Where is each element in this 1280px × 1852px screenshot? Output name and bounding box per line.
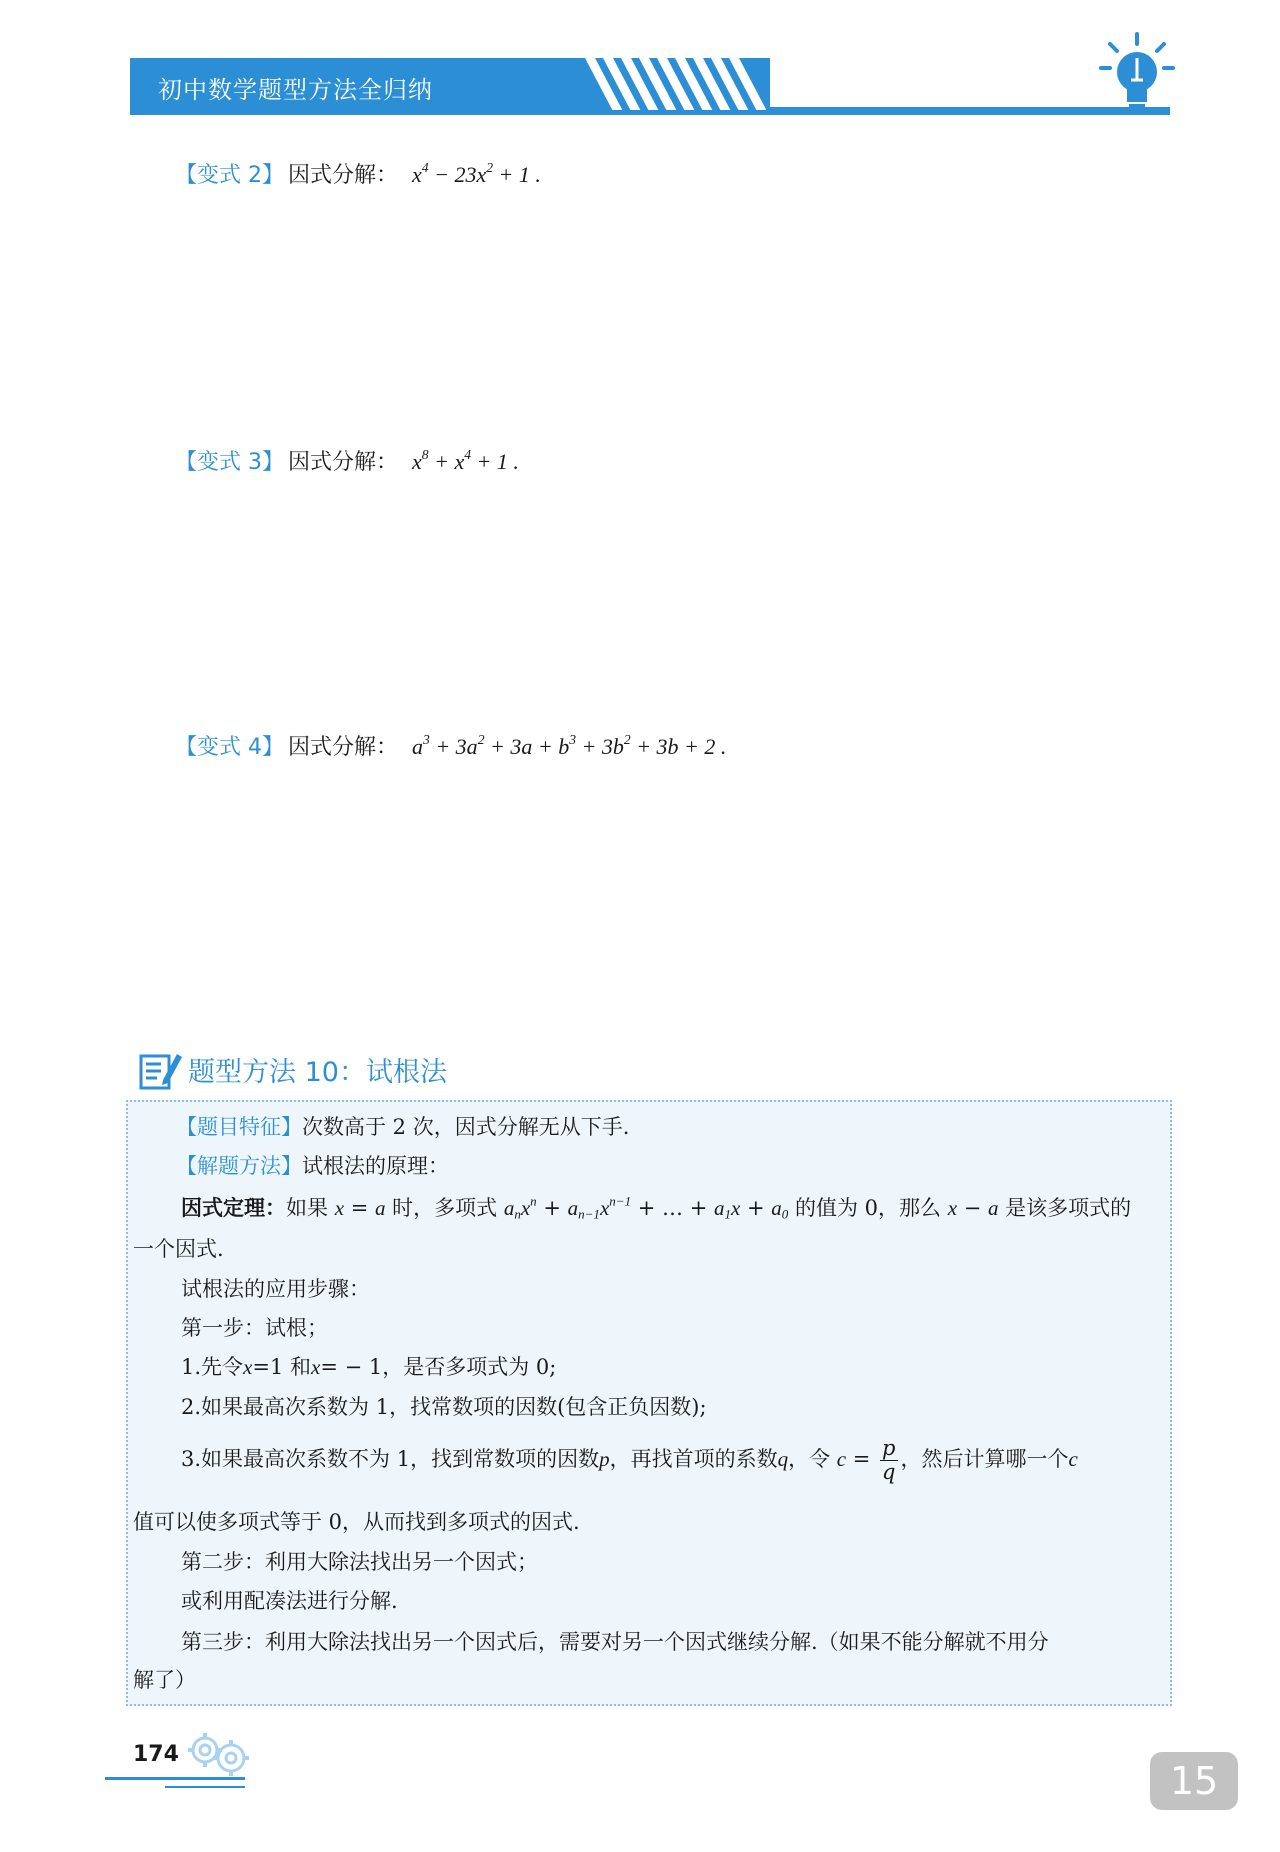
theorem-pre: 如果 (286, 1196, 335, 1220)
method-line (176, 1154, 449, 1179)
question-expression: $x^8 + x^4 + 1$ . (412, 446, 519, 474)
header-title: 初中数学题型方法全归纳 (158, 76, 433, 104)
notepad-pencil-icon (139, 1050, 183, 1090)
page-number: 174 (133, 1742, 179, 1767)
theorem-line (181, 1195, 1131, 1221)
step-1: 第一步：试根； (181, 1316, 328, 1340)
gears-decoration-icon (185, 1728, 251, 1778)
step-2: 第二步：利用大除法找出另一个因式； (181, 1550, 538, 1574)
lightbulb-icon (1098, 30, 1176, 118)
section-heading: 题型方法 10：试根法 (188, 1057, 447, 1088)
question-expression: $a^3 + 3a^2 + 3a + b^3 + 3b^2 + 3b + 2$ . (412, 731, 727, 759)
theorem-factor: x − a (947, 1196, 999, 1220)
step-1-item-1: 1.先令x=1 和x= − 1，是否多项式为 0; (181, 1355, 557, 1379)
step-3-continuation: 解了） (133, 1668, 196, 1692)
step-2-alternative: 或利用配凑法进行分解. (181, 1589, 398, 1613)
theorem-continuation: 一个因式. (133, 1237, 224, 1261)
theorem-mid: 时，多项式 (385, 1196, 504, 1220)
header-rule (130, 110, 1170, 115)
step-1-item-2: 2.如果最高次系数为 1，找常数项的因数(包含正负因数); (181, 1395, 707, 1419)
footer-rule (105, 1777, 245, 1780)
variant-question-4 (175, 730, 726, 761)
theorem-end: 是该多项式的 (998, 1196, 1132, 1220)
feature-tag: 【题目特征】 (176, 1115, 302, 1139)
feature-text: 次数高于 2 次，因式分解无从下手. (302, 1115, 630, 1139)
question-expression: $x^4 - 23x^2 + 1$ . (412, 159, 541, 187)
footer-rule-short (165, 1786, 245, 1788)
theorem-condition: x = a (334, 1196, 386, 1220)
variant-tag: 【变式 4】 (175, 735, 284, 760)
variant-question-3 (175, 445, 519, 476)
question-label: 因式分解： (288, 735, 399, 760)
question-label: 因式分解： (288, 450, 399, 475)
step-1-item-3-continuation: 值可以使多项式等于 0，从而找到多项式的因式. (133, 1510, 580, 1534)
step-3: 第三步：利用大除法找出另一个因式后，需要对另一个因式继续分解.（如果不能分解就不用分 (181, 1630, 1049, 1654)
theorem-title: 因式定理： (181, 1195, 286, 1220)
steps-intro: 试根法的应用步骤： (181, 1277, 370, 1301)
step-1-item-3: 3.如果最高次系数不为 1，找到常数项的因数p，再找首项的系数q，令 c = $\frac{p}{q}$ ，然后计算哪一个c (181, 1436, 1078, 1485)
variant-tag: 【变式 3】 (175, 450, 284, 475)
variant-question-2 (175, 158, 541, 189)
viewer-page-badge[interactable]: 15 (1150, 1752, 1238, 1810)
feature-line (176, 1115, 629, 1140)
method-tag: 【解题方法】 (176, 1154, 302, 1178)
header-stripes-decoration (585, 58, 785, 115)
question-label: 因式分解： (288, 163, 399, 188)
method-text: 试根法的原理： (302, 1154, 449, 1178)
theorem-polynomial: $a_nx^n + a_{n-1}x^{n-1}$ + … + $a_1x + a_0$ (503, 1193, 789, 1222)
theorem-post: 的值为 0，那么 (788, 1196, 948, 1220)
variant-tag: 【变式 2】 (175, 163, 284, 188)
